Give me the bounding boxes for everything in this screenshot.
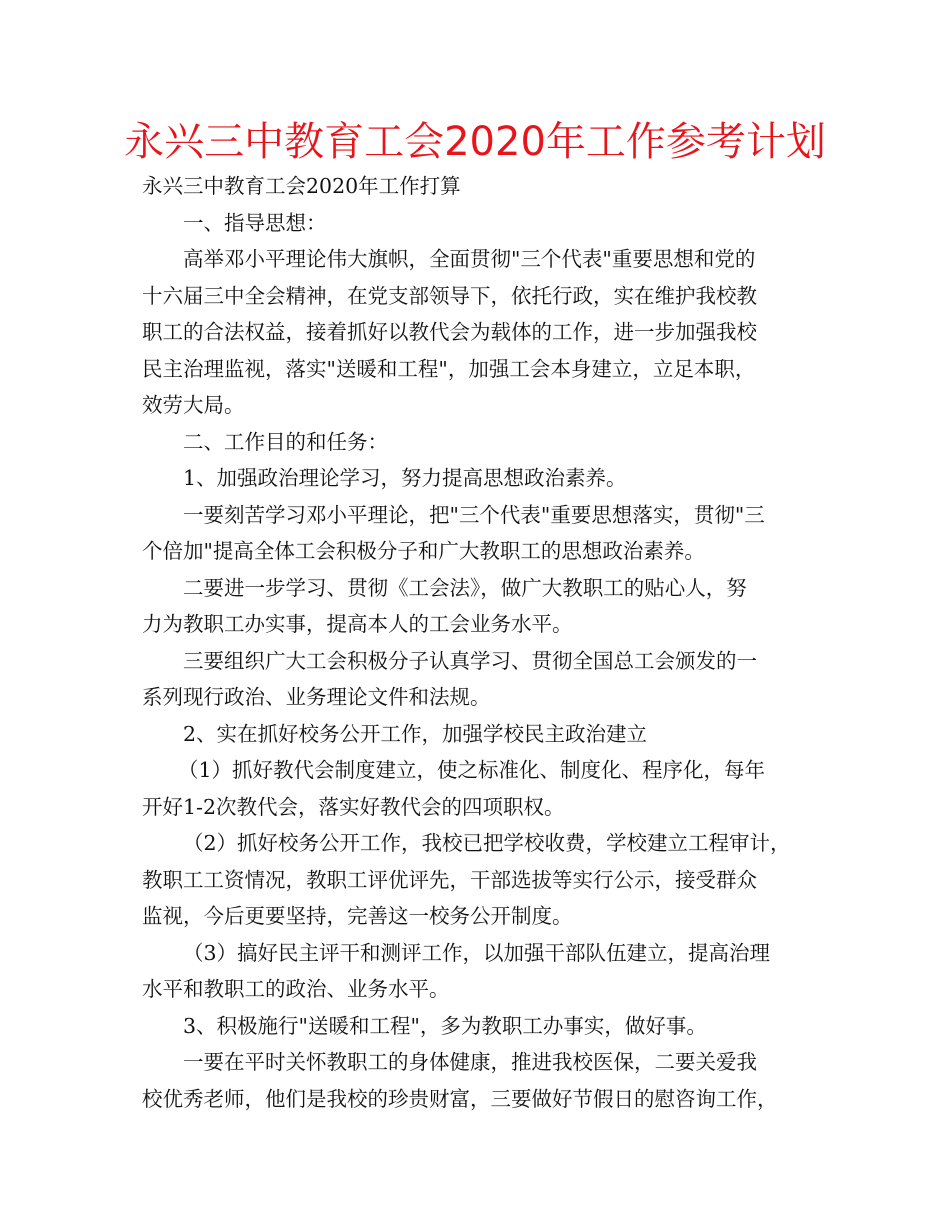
paragraph-line: （2）抓好校务公开工作，我校已把学校收费，学校建立工程审计，: [183, 831, 791, 855]
paragraph-line: （1）抓好教代会制度建立，使之标准化、制度化、程序化，每年: [178, 758, 766, 782]
document-body: [142, 168, 822, 1117]
paragraph-line: 水平和教职工的政治、业务水平。: [142, 977, 450, 1001]
paragraph-line: 十六届三中全会精神，在党支部领导下，依托行政，实在维护我校教: [142, 283, 757, 308]
paragraph-line: 一要在平时关怀教职工的身体健康，推进我校医保，二要关爱我: [183, 1050, 757, 1074]
section-heading: 二、工作目的和任务：: [183, 429, 388, 454]
item-heading: 3、积极施行"送暖和工程"，多为教职工办事实，做好事。: [183, 1013, 707, 1038]
paragraph-line: 教职工工资情况，教职工评优评先，干部选拔等实行公示，接受群众: [142, 867, 757, 892]
section-heading: 一、指导思想：: [183, 210, 327, 235]
paragraph-line: 开好1-2次教代会，落实好教代会的四项职权。: [142, 794, 565, 819]
paragraph-line: 二要进一步学习、贯彻《工会法》，做广大教职工的贴心人，努: [183, 575, 747, 600]
paragraph-line: 校优秀老师，他们是我校的珍贵财富，三要做好节假日的慰咨询工作，: [142, 1086, 778, 1111]
paragraph-line: 高举邓小平理论伟大旗帜，全面贯彻"三个代表"重要思想和党的: [183, 247, 756, 271]
item-heading: 2、实在抓好校务公开工作，加强学校民主政治建立: [183, 721, 648, 746]
document-title: 永兴三中教育工会2020年工作参考计划: [124, 119, 826, 165]
paragraph-line: 三要组织广大工会积极分子认真学习、贯彻全国总工会颁发的一: [183, 648, 757, 673]
paragraph-line: 力为教职工办实事，提高本人的工会业务水平。: [142, 612, 573, 636]
paragraph-line: 效劳大局。: [142, 393, 245, 417]
paragraph-line: 个倍加"提高全体工会积极分子和广大教职工的思想政治素养。: [142, 539, 705, 563]
paragraph-line: 系列现行政治、业务理论文件和法规。: [142, 685, 491, 709]
item-heading: 1、加强政治理论学习，努力提高思想政治素养。: [183, 466, 627, 490]
paragraph-line: （3）搞好民主评干和测评工作，以加强干部队伍建立，提高治理: [183, 940, 771, 965]
paragraph-line: 职工的合法权益，接着抓好以教代会为载体的工作，进一步加强我校: [142, 320, 757, 344]
paragraph-line: 监视，今后更要坚持，完善这一校务公开制度。: [142, 904, 573, 928]
paragraph-line: 民主治理监视，落实"送暖和工程"，加强工会本身建立，立足本职，: [142, 356, 756, 381]
subtitle-line: 永兴三中教育工会2020年工作打算: [142, 174, 461, 198]
paragraph-line: 一要刻苦学习邓小平理论，把"三个代表"重要思想落实，贯彻"三: [183, 502, 765, 527]
